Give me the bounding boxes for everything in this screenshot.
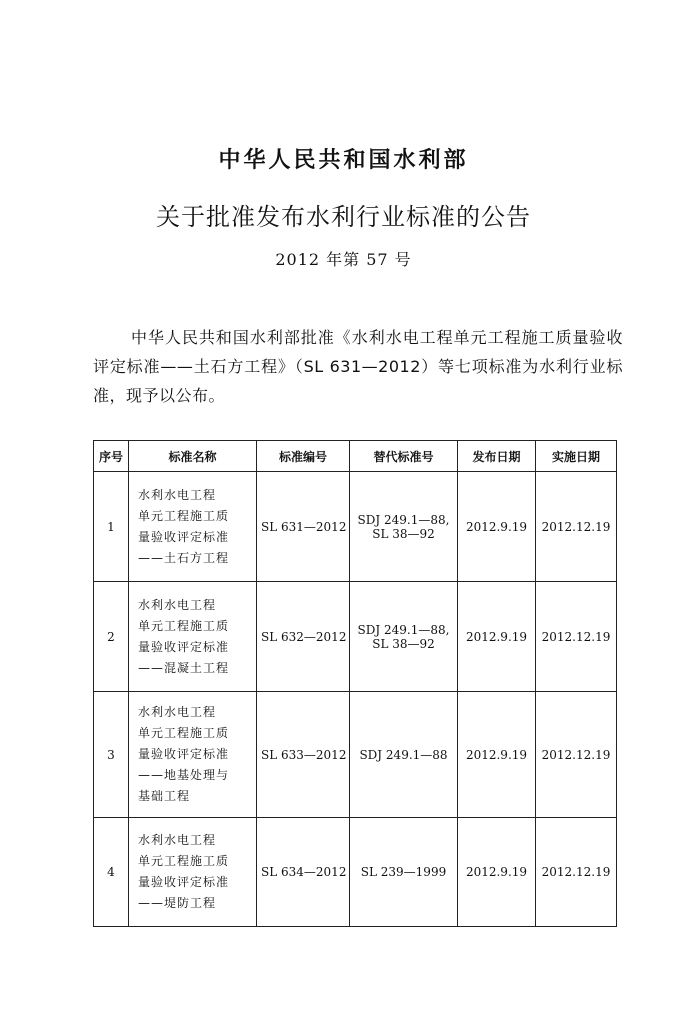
cell-published-date: 2012.9.19 [458,818,536,927]
cell-published-date: 2012.9.19 [458,582,536,692]
cell-replaces: SDJ 249.1—88, SL 38—92 [350,582,458,692]
table-row [94,818,617,927]
ministry-title: 中华人民共和国水利部 [218,148,469,173]
cell-no: 3 [94,692,129,818]
cell-standard-code: SL 634—2012 [257,818,350,927]
cell-no: 2 [94,582,129,692]
col-header-published: 发布日期 [458,441,536,472]
col-header-name: 标准名称 [129,441,257,472]
document-number: 2012 年第 57 号 [275,250,412,269]
table-row [94,582,617,692]
table-row [94,692,617,818]
announcement-body: 中华人民共和国水利部批准《水利水电工程单元工程施工质量验收评定标准——土石方工程》（SL 631—2012）等七项标准为水利行业标准，现予以公布。 [93,328,623,405]
cell-standard-name: 水利水电工程 单元工程施工质 量验收评定标准 ——混凝土工程 [129,582,257,692]
cell-standard-name: 水利水电工程 单元工程施工质 量验收评定标准 ——地基处理与 基础工程 [129,692,257,818]
col-header-no: 序号 [94,441,129,472]
cell-no: 1 [94,472,129,582]
cell-replaces: SDJ 249.1—88 [350,692,458,818]
cell-standard-code: SL 633—2012 [257,692,350,818]
cell-published-date: 2012.9.19 [458,472,536,582]
cell-replaces: SDJ 249.1—88, SL 38—92 [350,472,458,582]
cell-standard-name: 水利水电工程 单元工程施工质 量验收评定标准 ——堤防工程 [129,818,257,927]
cell-standard-name: 水利水电工程 单元工程施工质 量验收评定标准 ——土石方工程 [129,472,257,582]
standards-table [93,440,617,927]
cell-published-date: 2012.9.19 [458,692,536,818]
cell-standard-code: SL 631—2012 [257,472,350,582]
announcement-title: 关于批准发布水利行业标准的公告 [156,203,531,231]
cell-effective-date: 2012.12.19 [536,818,617,927]
table-row [94,472,617,582]
cell-standard-code: SL 632—2012 [257,582,350,692]
col-header-replaces: 替代标准号 [350,441,458,472]
cell-effective-date: 2012.12.19 [536,472,617,582]
cell-effective-date: 2012.12.19 [536,582,617,692]
cell-effective-date: 2012.12.19 [536,692,617,818]
cell-no: 4 [94,818,129,927]
col-header-effective: 实施日期 [536,441,617,472]
table-header-row [94,441,617,472]
col-header-code: 标准编号 [257,441,350,472]
cell-replaces: SL 239—1999 [350,818,458,927]
